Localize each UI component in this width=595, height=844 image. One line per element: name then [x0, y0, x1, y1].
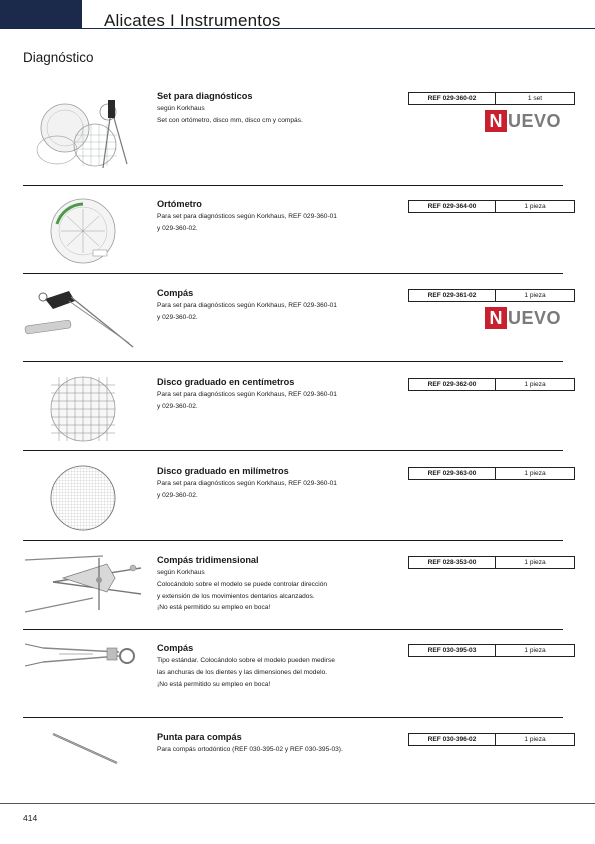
ref-number: REF 029-364-00	[409, 201, 496, 212]
product-name: Disco graduado en milímetros	[157, 466, 289, 476]
quantity: 1 pieza	[524, 470, 546, 477]
product-name: Ortómetro	[157, 199, 202, 209]
ref-number: REF 028-353-00	[409, 557, 496, 568]
product-description: las anchuras de los dientes y las dimensiones del modelo.	[157, 668, 328, 676]
ref-box	[408, 644, 575, 657]
product-description: Para set para diagnósticos según Korkhaus, REF 029-360-01	[157, 391, 337, 398]
product-row	[23, 554, 563, 624]
row-separator	[23, 361, 563, 362]
product-description: Para set para diagnósticos según Korkhaus, REF 029-360-01	[157, 302, 337, 309]
ref-number: REF 030-395-03	[409, 645, 496, 656]
product-warning: ¡No está permitido su empleo en boca!	[157, 604, 271, 612]
footer-rule	[0, 803, 595, 804]
product-row	[23, 642, 563, 712]
row-separator	[23, 717, 563, 718]
product-description: Para set para diagnósticos según Korkhaus, REF 029-360-01	[157, 480, 337, 487]
nuevo-badge-rest: UEVO	[508, 110, 562, 131]
compass-illustration	[23, 287, 143, 367]
nuevo-badge-rest: UEVO	[508, 307, 562, 328]
product-description: Tipo estándar. Colocándolo sobre el modelo pueden medirse	[157, 657, 335, 664]
chapter-title: Alicates I Instrumentos	[104, 11, 281, 30]
product-description: Colocándolo sobre el modelo se puede controlar dirección	[157, 580, 328, 588]
nuevo-badge	[485, 307, 561, 329]
product-name: Compás	[157, 288, 194, 298]
cm-disc-illustration	[23, 376, 143, 456]
quantity: 1 set	[527, 95, 543, 102]
3d-compass-illustration	[23, 554, 143, 634]
ref-box	[408, 92, 575, 105]
quantity: 1 pieza	[524, 647, 546, 654]
quantity: 1 pieza	[524, 381, 546, 388]
row-separator	[23, 540, 563, 541]
ref-number: REF 029-363-00	[409, 468, 496, 479]
ref-box	[408, 733, 575, 746]
product-name: Compás tridimensional	[157, 555, 259, 565]
nuevo-badge	[485, 110, 561, 132]
mm-disc-illustration	[23, 465, 143, 545]
product-description: y 029-360-02.	[157, 224, 198, 232]
header-color-block	[0, 0, 82, 29]
ref-box	[408, 378, 575, 391]
ref-box	[408, 467, 575, 480]
product-name: Disco graduado en centímetros	[157, 377, 295, 387]
product-warning: ¡No está permitido su empleo en boca!	[157, 680, 271, 688]
product-description: Para set para diagnósticos según Korkhaus, REF 029-360-01	[157, 213, 337, 220]
compass-tip-illustration	[23, 731, 143, 811]
ref-number: REF 029-362-00	[409, 379, 496, 390]
row-separator	[23, 450, 563, 451]
product-row	[23, 731, 563, 791]
orthometer-illustration	[23, 198, 143, 278]
standard-compass-illustration	[23, 642, 143, 722]
ref-box	[408, 200, 575, 213]
nuevo-badge-n: N	[485, 307, 507, 329]
product-row	[23, 287, 563, 362]
product-description: y 029-360-02.	[157, 313, 198, 321]
product-row	[23, 376, 563, 446]
product-description: según Korkhaus	[157, 569, 205, 576]
product-name: Compás	[157, 643, 194, 653]
page-number: 414	[23, 813, 38, 823]
ref-box	[408, 556, 575, 569]
nuevo-badge-n: N	[485, 110, 507, 132]
product-description: y 029-360-02.	[157, 491, 198, 499]
diagnostic-set-illustration	[23, 90, 143, 170]
product-description: Para compás ortodóntico (REF 030-395-02 y REF 030-395-03).	[157, 746, 343, 753]
product-description: Set con ortómetro, disco mm, disco cm y compás.	[157, 116, 303, 124]
quantity: 1 pieza	[524, 736, 546, 743]
product-description: según Korkhaus	[157, 105, 205, 112]
product-description: y extensión de los movimientos dentarios alcanzados.	[157, 592, 315, 600]
product-name: Punta para compás	[157, 732, 242, 742]
ref-box	[408, 289, 575, 302]
ref-number: REF 029-360-02	[409, 93, 496, 104]
quantity: 1 pieza	[524, 292, 546, 299]
quantity: 1 pieza	[524, 559, 546, 566]
product-row	[23, 198, 563, 268]
quantity: 1 pieza	[524, 203, 546, 210]
product-description: y 029-360-02.	[157, 402, 198, 410]
row-separator	[23, 629, 563, 630]
product-name: Set para diagnósticos	[157, 91, 253, 101]
row-separator	[23, 185, 563, 186]
section-title: Diagnóstico	[23, 50, 94, 65]
ref-number: REF 029-361-02	[409, 290, 496, 301]
ref-number: REF 030-396-02	[409, 734, 496, 745]
product-row	[23, 465, 563, 535]
row-separator	[23, 273, 563, 274]
product-row	[23, 90, 563, 180]
